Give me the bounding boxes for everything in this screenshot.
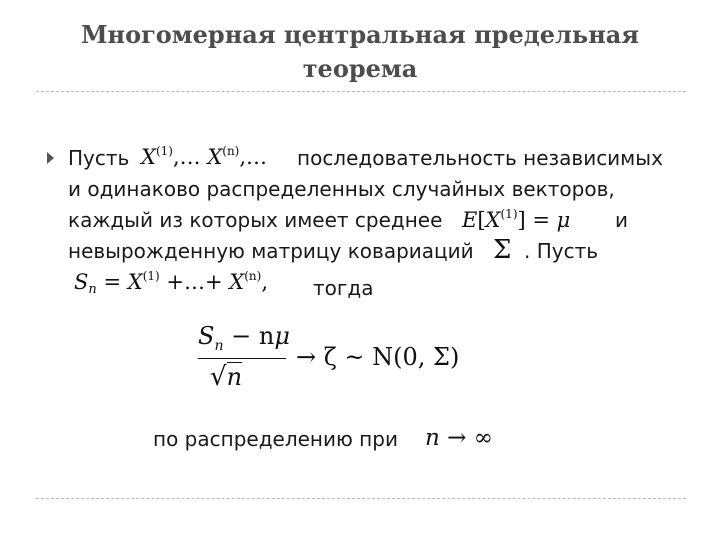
plus-dots: +…+ (166, 270, 223, 294)
sup-1c: (1) (142, 269, 160, 283)
word-pust: Пусть (68, 146, 130, 170)
limit-fraction (198, 322, 298, 398)
symbol-mu: μ (556, 208, 571, 232)
sup-nc: (n) (244, 269, 262, 283)
bullet-arrow-icon (47, 152, 54, 164)
symbol-x1: X (141, 145, 156, 169)
sequence-formula (141, 145, 267, 169)
sup-n: (n) (222, 144, 240, 158)
sub-n: n (88, 282, 97, 297)
mean-formula: $E[X^{(1)}] = \mu$ (462, 207, 571, 232)
sup-1b: (1) (500, 207, 518, 221)
eq-sign-2: = (103, 270, 122, 294)
symbol-xn: X (207, 145, 223, 169)
word-togda: тогда (313, 276, 374, 300)
num-mu: μ (274, 322, 290, 350)
text-by-distribution: по распределению при (153, 427, 398, 451)
text-line-2: и одинаково распределенных случайных векторов, (68, 177, 615, 201)
symbol-e: E (462, 208, 478, 232)
num-minus-n: − n (223, 322, 275, 350)
word-i: и (615, 208, 628, 232)
title-line-1: Многомерная центральная предельная (80, 20, 640, 49)
symbol-x1c: X (127, 270, 143, 294)
text-line-3: каждый из которых имеет среднее (68, 208, 443, 232)
fraction-bar (198, 358, 286, 359)
word-pust-2: . Пусть (524, 239, 599, 263)
n-to-infinity: n → ∞ (425, 425, 493, 451)
title-line-2: теорема (302, 54, 418, 83)
sep-dots: ,… (172, 145, 208, 169)
top-divider (36, 91, 686, 92)
bottom-divider (36, 498, 686, 499)
slide-title (40, 18, 680, 86)
sigma-symbol: Σ (493, 235, 512, 265)
eq-sign: = (532, 208, 550, 232)
num-sub-n: n (214, 337, 224, 354)
symbol-xnc: X (229, 270, 245, 294)
text-sequence: последовательность независимых (297, 146, 663, 170)
sep-dots-2: ,… (239, 145, 268, 169)
sqrt-icon: √ (210, 362, 227, 392)
sum-formula: $S_n = X^{(1)}$ +…+ $X^{(n)}$, (74, 269, 269, 297)
text-line-4: невырожденную матрицу ковариаций (68, 239, 474, 263)
fraction-numerator (198, 322, 290, 354)
sup-1: (1) (155, 144, 173, 158)
symbol-x: X (485, 208, 501, 232)
symbol-s: S (74, 270, 89, 294)
fraction-denominator (210, 362, 242, 392)
limit-rhs: → ζ ~ N(0, Σ) (296, 343, 460, 371)
den-n: n (226, 363, 243, 391)
num-s: S (198, 322, 215, 350)
